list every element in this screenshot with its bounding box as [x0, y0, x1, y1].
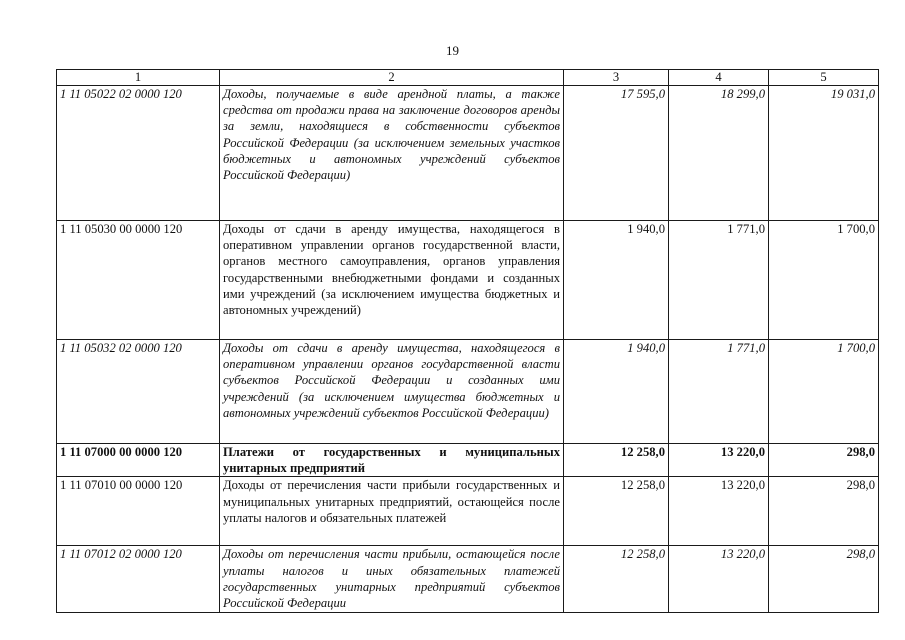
- value-col-4: 13 220,0: [669, 546, 769, 613]
- value-col-4: 1 771,0: [669, 340, 769, 444]
- value-col-4: 1 771,0: [669, 221, 769, 340]
- table-row: [57, 221, 879, 340]
- value-col-3: 1 940,0: [564, 340, 669, 444]
- header-col-4: 4: [669, 70, 769, 86]
- budget-code: 1 11 05022 02 0000 120: [57, 86, 220, 221]
- table-row: [57, 444, 879, 477]
- header-col-2: 2: [220, 70, 564, 86]
- header-col-1: 1: [57, 70, 220, 86]
- value-col-4: 13 220,0: [669, 477, 769, 546]
- table-row: [57, 546, 879, 613]
- revenue-name: Доходы от сдачи в аренду имущества, находящегося в оперативном управлении органов государственной власти, органов местного самоуправления, органов управления государственными внебюджетными фондами и созданных ими учреждений (за исключением имущества бюджетных и автономных учреждений): [220, 221, 564, 340]
- revenue-name: Платежи от государственных и муниципальных унитарных предприятий: [220, 444, 564, 477]
- value-col-5: 19 031,0: [769, 86, 879, 221]
- table-header: [57, 70, 879, 86]
- revenue-name: Доходы от сдачи в аренду имущества, находящегося в оперативном управлении органов государственной власти субъектов Российской Федерации и созданных ими учреждений (за исключением имущества бюджетных и автономных учреждений субъектов Российской Федерации): [220, 340, 564, 444]
- budget-code: 1 11 07000 00 0000 120: [57, 444, 220, 477]
- value-col-5: 298,0: [769, 546, 879, 613]
- value-col-4: 18 299,0: [669, 86, 769, 221]
- table-row: [57, 86, 879, 221]
- value-col-3: 17 595,0: [564, 86, 669, 221]
- revenue-name: Доходы от перечисления части прибыли государственных и муниципальных унитарных предприятий, остающейся после уплаты налогов и обязательных платежей: [220, 477, 564, 546]
- budget-code: 1 11 05030 00 0000 120: [57, 221, 220, 340]
- header-row: [57, 70, 879, 86]
- budget-code: 1 11 07010 00 0000 120: [57, 477, 220, 546]
- budget-code: 1 11 07012 02 0000 120: [57, 546, 220, 613]
- header-col-3: 3: [564, 70, 669, 86]
- value-col-3: 12 258,0: [564, 477, 669, 546]
- value-col-3: 1 940,0: [564, 221, 669, 340]
- revenue-table: [56, 69, 879, 613]
- revenue-name: Доходы, получаемые в виде арендной платы, а также средства от продажи права на заключение договоров аренды за земли, находящиеся в собственности субъектов Российской Федерации (за исключением земельных участков бюджетных и автономных учреждений субъектов Российской Федерации): [220, 86, 564, 221]
- table-row: [57, 477, 879, 546]
- value-col-5: 298,0: [769, 444, 879, 477]
- value-col-5: 1 700,0: [769, 340, 879, 444]
- value-col-5: 298,0: [769, 477, 879, 546]
- budget-code: 1 11 05032 02 0000 120: [57, 340, 220, 444]
- table-row: [57, 340, 879, 444]
- value-col-4: 13 220,0: [669, 444, 769, 477]
- header-col-5: 5: [769, 70, 879, 86]
- page-number: 19: [446, 43, 459, 58]
- revenue-name: Доходы от перечисления части прибыли, остающейся после уплаты налогов и иных обязательных платежей государственных унитарных предприятий субъектов Российской Федерации: [220, 546, 564, 613]
- value-col-3: 12 258,0: [564, 546, 669, 613]
- value-col-3: 12 258,0: [564, 444, 669, 477]
- value-col-5: 1 700,0: [769, 221, 879, 340]
